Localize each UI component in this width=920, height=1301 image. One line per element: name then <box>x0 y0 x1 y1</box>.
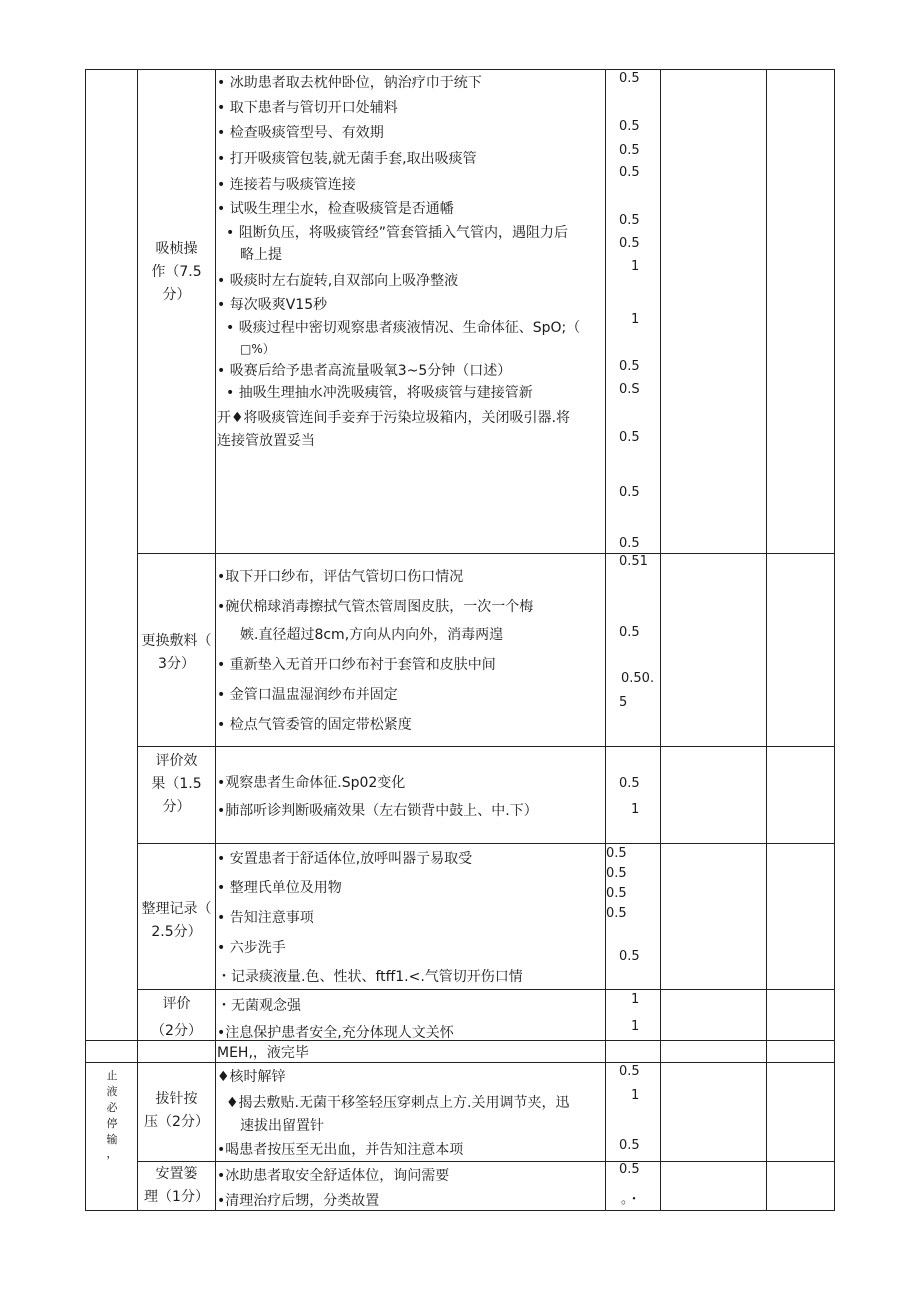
item-text: • 金管口温盅湿润纱布并固定 <box>217 687 398 703</box>
item-text: □%） <box>240 342 275 356</box>
score-value: 0.5 <box>619 949 640 964</box>
category-line: 分） <box>162 287 191 303</box>
score-value: 1 <box>631 1088 640 1103</box>
score-value: 0.5 <box>606 886 627 901</box>
item-text: • 取下患者与管切开口处辅料 <box>217 100 398 116</box>
category-line: 更换敷料（ <box>141 633 212 649</box>
item-text: •清理治疗后甥，分类故置 <box>217 1193 380 1209</box>
item-text: • 吸痰过程中密切观察患者痰液情况、生命体征、SpO;（ <box>226 320 581 336</box>
score-value: 0.5 <box>619 1138 640 1153</box>
item-text: • 检查吸痰管型号、有效期 <box>217 125 384 141</box>
item-text: • 打开吸痰管包装,就无菌手套,取出吸痰管 <box>217 151 477 167</box>
category-line: 拔针按 <box>155 1091 198 1107</box>
score-value: 0.5 <box>619 71 640 86</box>
item-text: • 吸赛后给予患者高流量吸氧3~5分钟（口述） <box>217 363 512 379</box>
item-text: • 安置患者于舒适体位,放呼叫器亍易取受 <box>217 851 473 867</box>
item-text: • 告知注意事项 <box>217 910 314 926</box>
item-text: • 六步洗手 <box>217 940 286 956</box>
item-text: • 阻断负压，将吸痰管经”管套管插入气管内，遇阻力后 <box>226 225 568 241</box>
item-text: • 冰助患者取去枕仲卧位，钠治疗巾于统下 <box>217 75 482 91</box>
item-text: ・无菌观念强 <box>217 998 301 1014</box>
section-label-char: 输 <box>106 1133 118 1146</box>
category-line: 果（1.5 <box>151 776 202 792</box>
item-text: •取下开口纱布，评估气管切口伤口情况 <box>217 569 464 585</box>
category-line: 评价 <box>162 996 191 1012</box>
item-text: • 抽吸生理抽水冲洗吸痍管，将吸痰管与建接管新 <box>226 385 533 401</box>
item-text: ♦核时解锌 <box>217 1069 286 1085</box>
section-label-char: ， <box>106 1147 118 1160</box>
item-text: • 吸痰时左右旋转,自双部向上吸净整液 <box>217 273 459 289</box>
item-text: ・记录痰液量.色、性状、ftff1.<.气管切开伤口情 <box>217 969 523 985</box>
item-text: •肺部听诊判断吸痛效果（左右锁背中鼓上、中.下） <box>217 803 538 819</box>
item-text: • 每次吸爽V15秒 <box>217 297 328 313</box>
category-line: 整理记录（ <box>141 901 212 917</box>
section-label-char: 液 <box>106 1085 118 1098</box>
item-text: •喝患者按压至无出血，并告知注意本项 <box>217 1142 464 1158</box>
item-text: 开♦将吸痰管连间手妾弃于污染垃圾箱内，关闭吸引器.将 <box>217 410 570 426</box>
score-value: 1 <box>631 802 640 817</box>
score-value: 0.5 <box>606 906 627 921</box>
score-value: 1 <box>631 312 640 327</box>
category-cell <box>138 750 215 819</box>
score-value: 0.S <box>619 382 640 397</box>
category-line: 2.5分） <box>151 924 202 940</box>
score-value: 0.5 <box>619 213 640 228</box>
score-value: 0.5 <box>619 359 640 374</box>
score-value: 0.5 <box>619 625 640 640</box>
item-text: 速拔出留置针 <box>240 1118 324 1134</box>
category-line: 吸桢操 <box>155 241 198 257</box>
item-text: •注息保护患者安全,充分体现人文关怀 <box>217 1025 454 1040</box>
category-cell <box>138 238 215 307</box>
category-cell <box>138 898 215 944</box>
category-line: 安置篓 <box>155 1166 198 1182</box>
score-value: 0.5 <box>619 430 640 445</box>
category-cell <box>138 993 215 1040</box>
score-value: 。・ <box>621 1192 641 1207</box>
item-text: •碗伏棉球消毒擦拭气管杰管周图皮肤，一次一个梅 <box>217 599 534 615</box>
category-line: 作（7.5 <box>151 264 202 280</box>
item-text: MEH,，液完毕 <box>217 1045 309 1061</box>
category-line: 压（2分） <box>144 1114 209 1130</box>
score-value: 0.50. <box>621 671 655 686</box>
score-value: 0.5 <box>619 236 640 251</box>
item-text: • 检点气管委管的固定带松紧度 <box>217 717 412 733</box>
score-value: 0.5 <box>619 165 640 180</box>
category-line: 分） <box>162 799 191 815</box>
category-cell <box>138 630 215 676</box>
item-text: ♦揭去敷贴.无菌干移筌轻压穿刺点上方.关用调节夹，迅 <box>226 1095 570 1111</box>
category-cell <box>138 1163 215 1209</box>
score-value: 0.5 <box>619 776 640 791</box>
section-label-char: 停 <box>106 1117 118 1130</box>
score-value: 0.5 <box>606 866 627 881</box>
score-value: 0.51 <box>619 554 648 569</box>
item-text: • 试吸生理尘水，检查吸痰管是否通幡 <box>217 201 454 217</box>
category-line: 3分） <box>158 656 195 672</box>
category-line: （2分） <box>151 1023 202 1039</box>
score-value: 0.5 <box>619 1064 640 1079</box>
score-value: 0.5 <box>619 1162 640 1177</box>
category-line: 理（1分） <box>144 1189 209 1205</box>
item-text: 嫉.直径超过8cm,方向从内向外，消毒两遑 <box>240 627 504 643</box>
score-value: 5 <box>619 695 628 710</box>
score-value: 0.5 <box>619 143 640 158</box>
score-value: 0.5 <box>606 846 627 861</box>
item-text: •观察患者生命体征.Sp02变化 <box>217 775 406 791</box>
item-text: • 重新垫入无首开口纱布衬于套管和皮肤中间 <box>217 657 496 673</box>
score-value: 0.5 <box>619 485 640 500</box>
item-text: 连接管放置妥当 <box>217 433 315 449</box>
category-cell <box>138 1088 215 1134</box>
score-value: 1 <box>631 1019 640 1034</box>
score-value: 1 <box>631 992 640 1007</box>
score-value: 1 <box>631 259 640 274</box>
item-text: • 整理氏单位及用物 <box>217 880 342 896</box>
item-text: • 连接若与吸痰管连接 <box>217 177 356 193</box>
category-line: 评价效 <box>155 753 198 769</box>
score-value: 0.5 <box>619 119 640 134</box>
section-label-char: 必 <box>106 1101 118 1114</box>
section-label-char: 止 <box>106 1069 118 1082</box>
score-value: 0.5 <box>619 536 640 551</box>
item-text: 略上提 <box>240 247 282 263</box>
item-text: •冰助患者取安全舒适体位，询问需要 <box>217 1168 450 1184</box>
